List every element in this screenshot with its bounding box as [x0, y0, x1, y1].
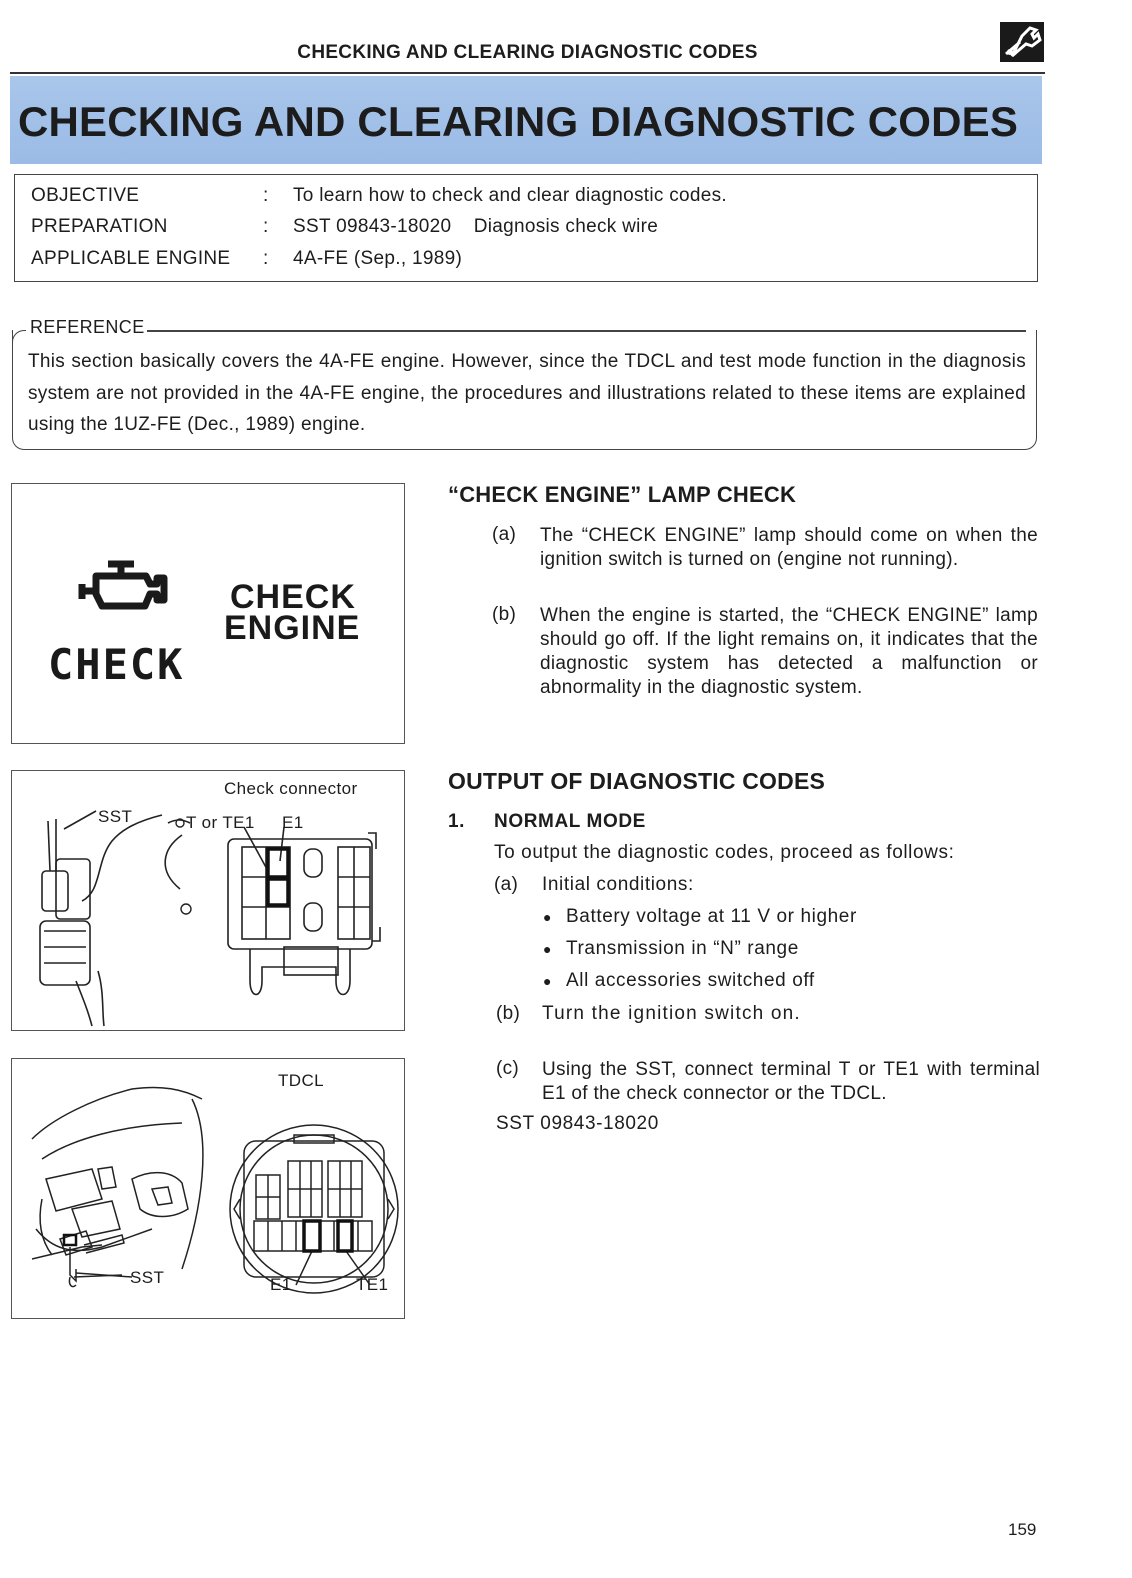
info-sep: : [263, 216, 269, 237]
info-value: 4A-FE (Sep., 1989) [293, 248, 463, 269]
bullet-icon: ● [543, 941, 552, 957]
step-number: 1. [448, 811, 466, 832]
connector-t-te1-label: T or TE1 [186, 813, 255, 832]
check-engine-lamp-figure [11, 483, 405, 744]
info-value: SST 09843-18020 Diagnosis check wire [293, 216, 659, 237]
lamp-check-a-text: The “CHECK ENGINE” lamp should come on when the ignition switch is turned on (engine not running). [540, 525, 1038, 570]
output-a-text: Initial conditions: [542, 874, 694, 895]
output-c-marker: (c) [496, 1058, 520, 1079]
connector-title: Check connector [224, 779, 358, 798]
sst-line: SST 09843-18020 [496, 1113, 659, 1134]
check-engine-line2: ENGINE [224, 609, 361, 647]
tdcl-te1-label: TE1 [356, 1275, 389, 1294]
lamp-check-a-marker: (a) [492, 524, 517, 545]
tdcl-figure [11, 1058, 405, 1319]
check-word: CHECK [48, 640, 185, 689]
check-connector-drawing [12, 771, 406, 1032]
output-b-text: Turn the ignition switch on. [542, 1003, 801, 1024]
connector-e1-label: E1 [282, 813, 304, 832]
page-title: CHECKING AND CLEARING DIAGNOSTIC CODES [18, 98, 1019, 145]
lamp-check-title: “CHECK ENGINE” LAMP CHECK [448, 482, 797, 507]
lamp-check-b-text: When the engine is started, the “CHECK ENGINE” lamp should go off. If the light remains on, it indicates that the diagnostic system has detected a malfunction or abnormality in the diagnostic system. [540, 605, 1038, 698]
bullet-icon: ● [543, 973, 552, 989]
check-connector-figure [11, 770, 405, 1031]
output-title: OUTPUT OF DIAGNOSTIC CODES [448, 768, 826, 794]
bullet-item: Transmission in “N” range [566, 938, 799, 959]
info-label: APPLICABLE ENGINE [31, 248, 231, 269]
bullet-item: Battery voltage at 11 V or higher [566, 906, 857, 927]
tdcl-title: TDCL [278, 1071, 324, 1090]
tdcl-e1-label: E1 [270, 1275, 292, 1294]
bullet-item: All accessories switched off [566, 970, 815, 991]
lamp-check-b-marker: (b) [492, 604, 517, 625]
output-intro: To output the diagnostic codes, proceed as follows: [494, 842, 955, 863]
reference-text: This section basically covers the 4A-FE engine. However, since the TDCL and test mode function in the diagnosis system are not provided in the 4A-FE engine, the procedures and illustrations related to these items are explained using the 1UZ-FE (Dec., 1989) engine. [28, 351, 1026, 435]
info-label: PREPARATION [31, 216, 168, 237]
wrench-screwdriver-icon [1000, 22, 1044, 62]
output-b-marker: (b) [496, 1003, 521, 1024]
reference-label: REFERENCE [30, 317, 145, 337]
info-box [14, 174, 1038, 282]
output-c-text: Using the SST, connect terminal T or TE1 with terminal E1 of the check connector or the TDCL. [542, 1059, 1040, 1104]
info-sep: : [263, 185, 269, 206]
step-title: NORMAL MODE [494, 811, 646, 832]
tdcl-sst-label: SST [130, 1268, 165, 1287]
info-label: OBJECTIVE [31, 185, 140, 206]
tdcl-drawing [12, 1059, 406, 1320]
output-a-marker: (a) [494, 874, 519, 895]
info-sep: : [263, 248, 269, 269]
info-value: To learn how to check and clear diagnostic codes. [293, 185, 727, 206]
bullet-icon: ● [543, 909, 552, 925]
running-header: CHECKING AND CLEARING DIAGNOSTIC CODES [297, 42, 758, 63]
check-engine-line1: CHECK [230, 578, 356, 616]
title-band [10, 76, 1042, 164]
reference-rule [120, 330, 1026, 332]
connector-sst-label: SST [98, 807, 133, 826]
header-rule [10, 72, 1045, 74]
page-number: 159 [1008, 1520, 1037, 1539]
